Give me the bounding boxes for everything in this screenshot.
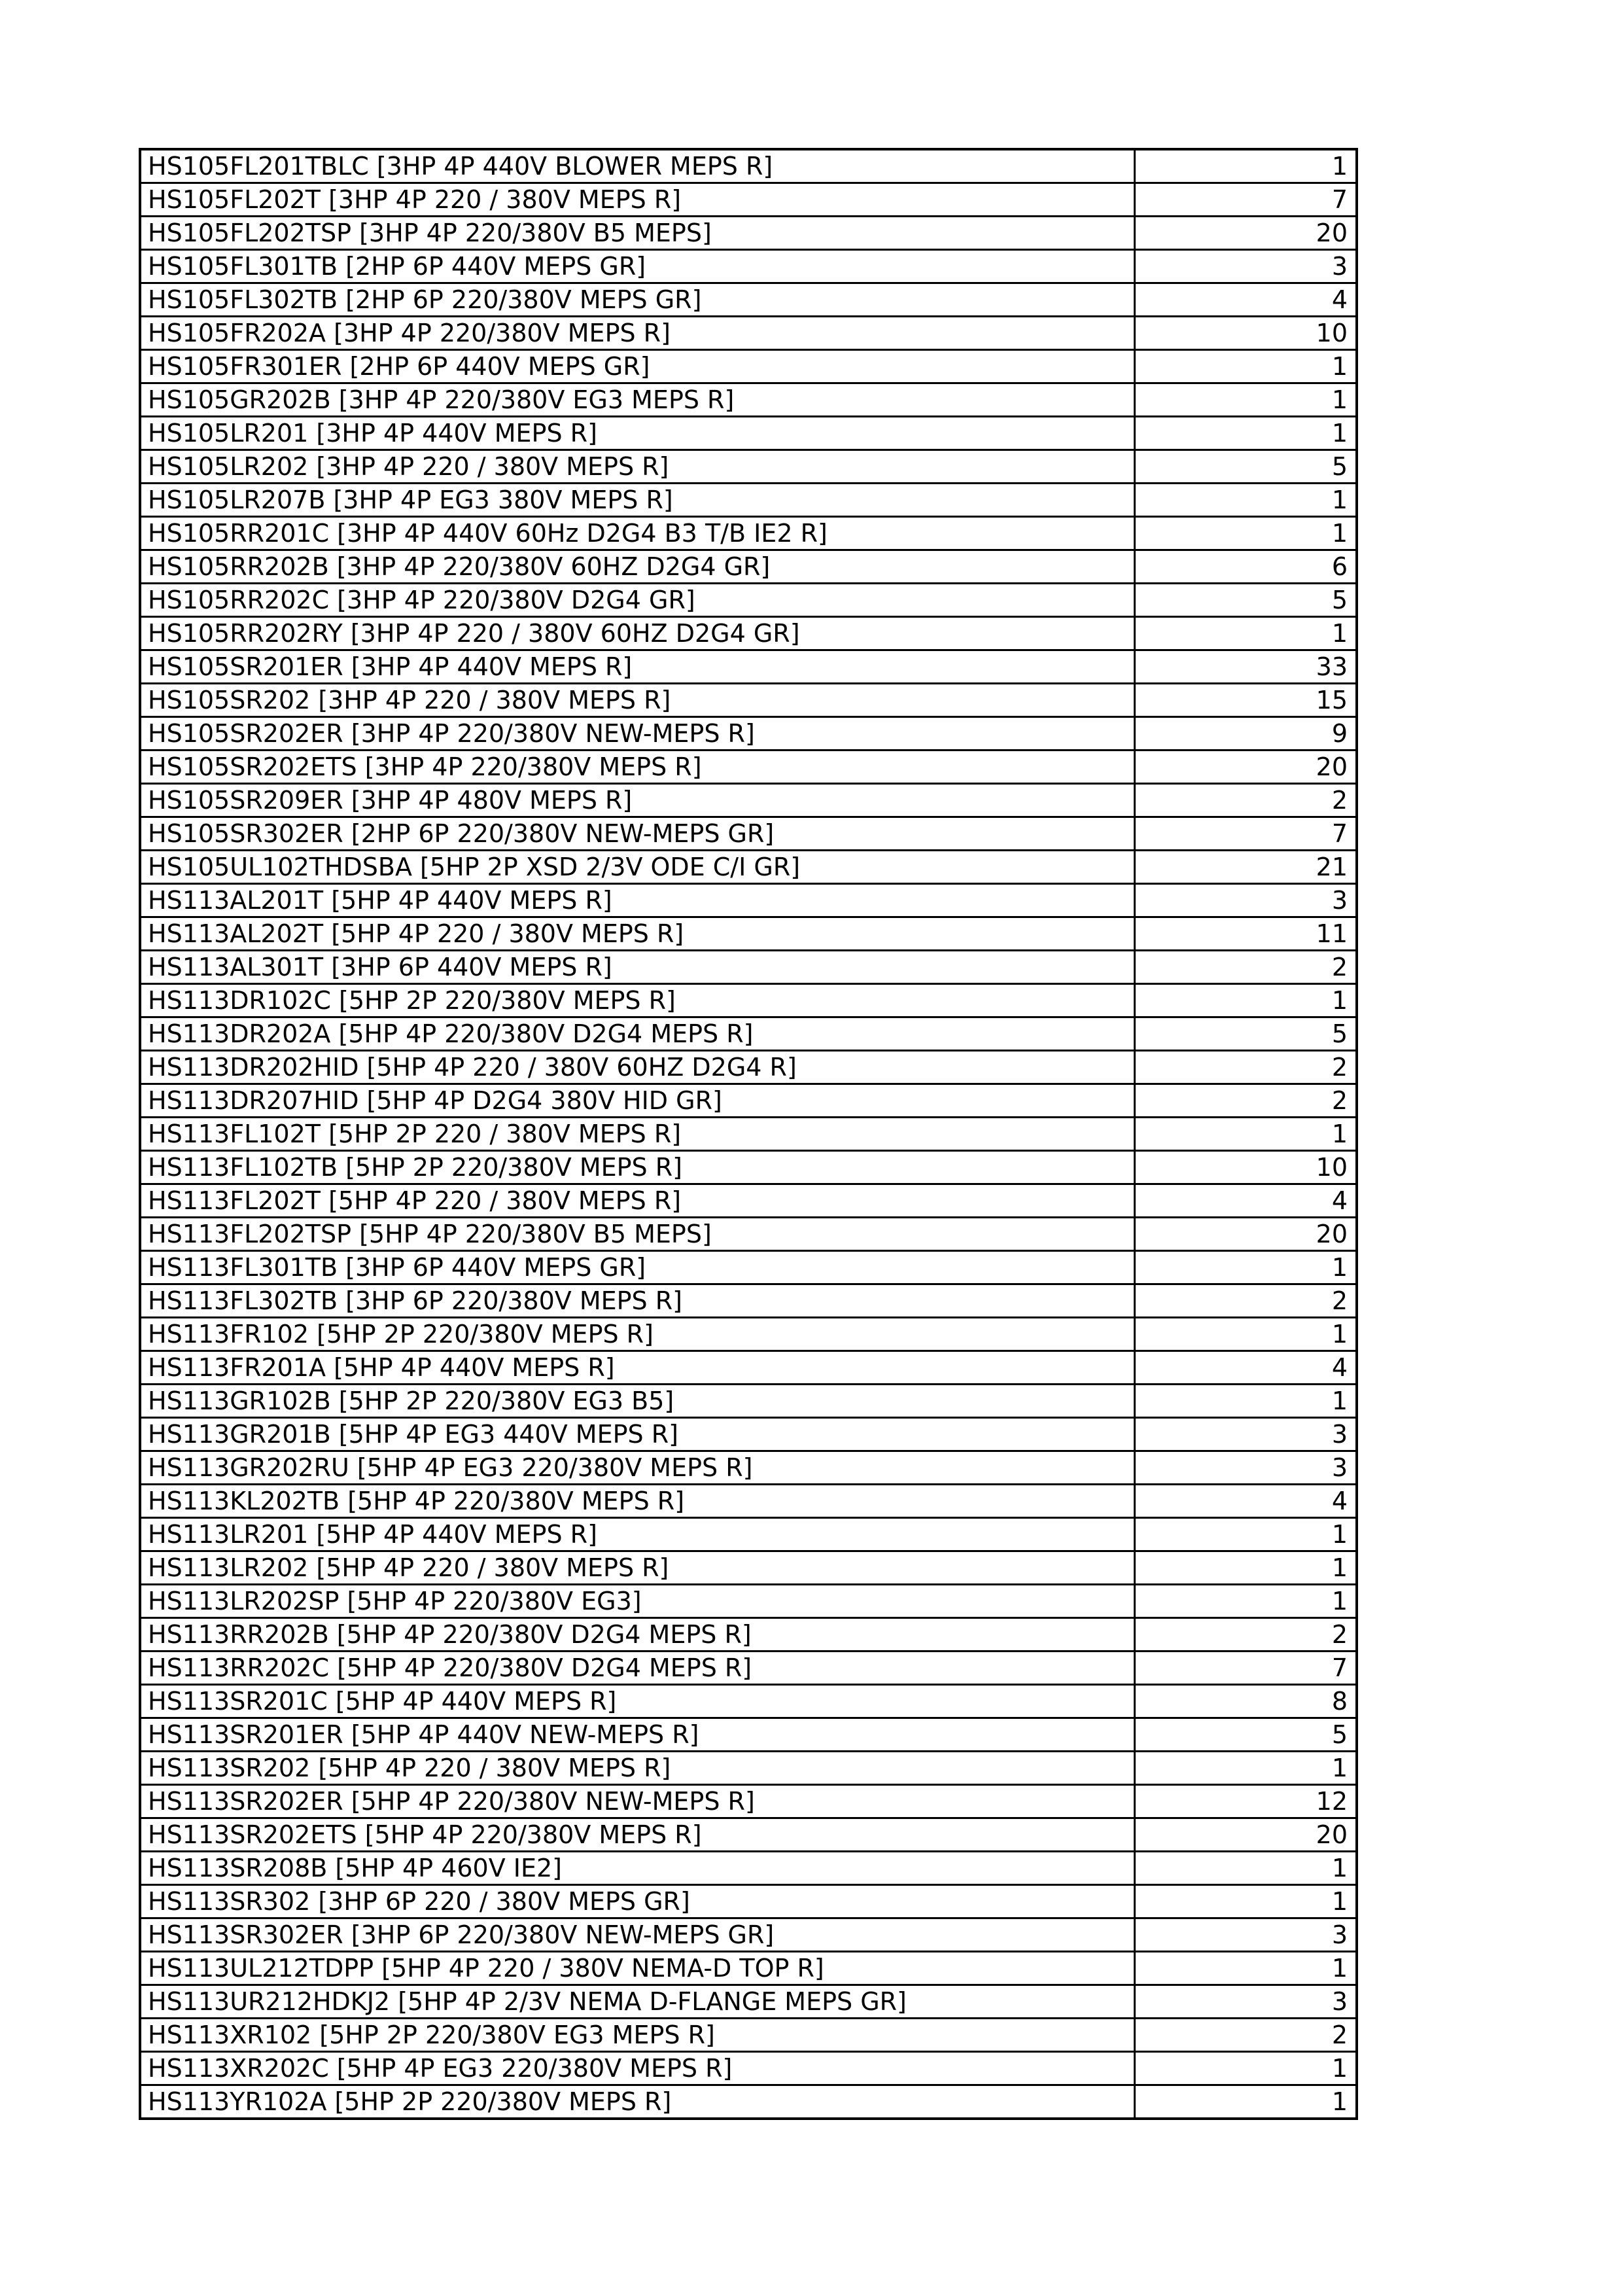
table-row bbox=[140, 884, 1357, 917]
inventory-table bbox=[139, 148, 1358, 2120]
item-quantity-cell: 7 bbox=[1134, 817, 1357, 851]
item-quantity-cell: 20 bbox=[1134, 1218, 1357, 1251]
item-quantity-cell: 1 bbox=[1134, 1318, 1357, 1351]
item-quantity-cell: 4 bbox=[1134, 1485, 1357, 1518]
item-description-cell: HS113YR102A [5HP 2P 220/380V MEPS R] bbox=[140, 2085, 1134, 2119]
item-description-cell: HS113DR102C [5HP 2P 220/380V MEPS R] bbox=[140, 984, 1134, 1017]
table-row bbox=[140, 1618, 1357, 1651]
table-row bbox=[140, 617, 1357, 650]
table-row bbox=[140, 1318, 1357, 1351]
item-quantity-cell: 4 bbox=[1134, 1184, 1357, 1218]
item-description-cell: HS113SR202 [5HP 4P 220 / 380V MEPS R] bbox=[140, 1752, 1134, 1785]
table-row bbox=[140, 1752, 1357, 1785]
item-description-cell: HS113LR202SP [5HP 4P 220/380V EG3] bbox=[140, 1585, 1134, 1618]
item-quantity-cell: 1 bbox=[1134, 417, 1357, 450]
table-row bbox=[140, 350, 1357, 383]
table-row bbox=[140, 1685, 1357, 1718]
table-row bbox=[140, 584, 1357, 617]
table-row bbox=[140, 817, 1357, 851]
table-row bbox=[140, 283, 1357, 317]
table-row bbox=[140, 751, 1357, 784]
item-description-cell: HS113RR202B [5HP 4P 220/380V D2G4 MEPS R] bbox=[140, 1618, 1134, 1651]
table-row bbox=[140, 2019, 1357, 2052]
item-quantity-cell: 2 bbox=[1134, 951, 1357, 984]
item-description-cell: HS113UR212HDKJ2 [5HP 4P 2/3V NEMA D-FLANGE MEPS GR] bbox=[140, 1985, 1134, 2019]
item-quantity-cell: 20 bbox=[1134, 217, 1357, 250]
table-row bbox=[140, 1885, 1357, 1918]
table-row bbox=[140, 1518, 1357, 1551]
item-quantity-cell: 15 bbox=[1134, 684, 1357, 717]
item-description-cell: HS113FL302TB [3HP 6P 220/380V MEPS R] bbox=[140, 1284, 1134, 1318]
item-quantity-cell: 6 bbox=[1134, 550, 1357, 584]
item-description-cell: HS105SR302ER [2HP 6P 220/380V NEW-MEPS GR] bbox=[140, 817, 1134, 851]
item-description-cell: HS113GR202RU [5HP 4P EG3 220/380V MEPS R] bbox=[140, 1451, 1134, 1485]
item-description-cell: HS105SR202 [3HP 4P 220 / 380V MEPS R] bbox=[140, 684, 1134, 717]
item-quantity-cell: 10 bbox=[1134, 317, 1357, 350]
item-quantity-cell: 1 bbox=[1134, 350, 1357, 383]
item-quantity-cell: 3 bbox=[1134, 1451, 1357, 1485]
item-quantity-cell: 1 bbox=[1134, 1952, 1357, 1985]
table-row bbox=[140, 1184, 1357, 1218]
table-row bbox=[140, 183, 1357, 217]
table-row bbox=[140, 1351, 1357, 1385]
table-row bbox=[140, 1985, 1357, 2019]
table-row bbox=[140, 1585, 1357, 1618]
item-quantity-cell: 2 bbox=[1134, 784, 1357, 817]
item-quantity-cell: 3 bbox=[1134, 1985, 1357, 2019]
item-quantity-cell: 3 bbox=[1134, 1918, 1357, 1952]
item-quantity-cell: 20 bbox=[1134, 751, 1357, 784]
table-row bbox=[140, 450, 1357, 484]
item-quantity-cell: 2 bbox=[1134, 1284, 1357, 1318]
item-quantity-cell: 11 bbox=[1134, 917, 1357, 951]
item-quantity-cell: 10 bbox=[1134, 1151, 1357, 1184]
item-quantity-cell: 2 bbox=[1134, 1084, 1357, 1118]
item-description-cell: HS105RR202C [3HP 4P 220/380V D2G4 GR] bbox=[140, 584, 1134, 617]
item-description-cell: HS113SR201C [5HP 4P 440V MEPS R] bbox=[140, 1685, 1134, 1718]
item-quantity-cell: 2 bbox=[1134, 2019, 1357, 2052]
table-row bbox=[140, 1151, 1357, 1184]
item-quantity-cell: 1 bbox=[1134, 149, 1357, 183]
item-quantity-cell: 7 bbox=[1134, 1651, 1357, 1685]
item-quantity-cell: 1 bbox=[1134, 984, 1357, 1017]
item-description-cell: HS113UL212TDPP [5HP 4P 220 / 380V NEMA-D TOP R] bbox=[140, 1952, 1134, 1985]
table-row bbox=[140, 250, 1357, 283]
table-row bbox=[140, 383, 1357, 417]
item-quantity-cell: 5 bbox=[1134, 1017, 1357, 1051]
table-row bbox=[140, 1651, 1357, 1685]
item-quantity-cell: 2 bbox=[1134, 1051, 1357, 1084]
item-description-cell: HS105SR209ER [3HP 4P 480V MEPS R] bbox=[140, 784, 1134, 817]
item-quantity-cell: 9 bbox=[1134, 717, 1357, 751]
item-description-cell: HS105FL201TBLC [3HP 4P 440V BLOWER MEPS R] bbox=[140, 149, 1134, 183]
table-row bbox=[140, 517, 1357, 550]
table-row bbox=[140, 917, 1357, 951]
table-row bbox=[140, 1017, 1357, 1051]
item-description-cell: HS113DR202A [5HP 4P 220/380V D2G4 MEPS R] bbox=[140, 1017, 1134, 1051]
item-quantity-cell: 1 bbox=[1134, 1752, 1357, 1785]
table-row bbox=[140, 417, 1357, 450]
item-quantity-cell: 1 bbox=[1134, 484, 1357, 517]
item-description-cell: HS113SR302ER [3HP 6P 220/380V NEW-MEPS GR] bbox=[140, 1918, 1134, 1952]
item-description-cell: HS113AL301T [3HP 6P 440V MEPS R] bbox=[140, 951, 1134, 984]
table-row bbox=[140, 1084, 1357, 1118]
item-quantity-cell: 1 bbox=[1134, 1585, 1357, 1618]
item-description-cell: HS105LR207B [3HP 4P EG3 380V MEPS R] bbox=[140, 484, 1134, 517]
item-description-cell: HS105LR201 [3HP 4P 440V MEPS R] bbox=[140, 417, 1134, 450]
table-row bbox=[140, 1952, 1357, 1985]
table-row bbox=[140, 1718, 1357, 1752]
table-row bbox=[140, 951, 1357, 984]
table-row bbox=[140, 1852, 1357, 1885]
item-quantity-cell: 1 bbox=[1134, 1885, 1357, 1918]
item-description-cell: HS113GR102B [5HP 2P 220/380V EG3 B5] bbox=[140, 1385, 1134, 1418]
item-quantity-cell: 3 bbox=[1134, 250, 1357, 283]
item-description-cell: HS113XR102 [5HP 2P 220/380V EG3 MEPS R] bbox=[140, 2019, 1134, 2052]
item-quantity-cell: 1 bbox=[1134, 517, 1357, 550]
item-description-cell: HS113AL201T [5HP 4P 440V MEPS R] bbox=[140, 884, 1134, 917]
table-row bbox=[140, 484, 1357, 517]
item-quantity-cell: 3 bbox=[1134, 1418, 1357, 1451]
item-quantity-cell: 4 bbox=[1134, 283, 1357, 317]
item-description-cell: HS113SR201ER [5HP 4P 440V NEW-MEPS R] bbox=[140, 1718, 1134, 1752]
item-quantity-cell: 1 bbox=[1134, 1852, 1357, 1885]
item-quantity-cell: 1 bbox=[1134, 617, 1357, 650]
item-quantity-cell: 5 bbox=[1134, 450, 1357, 484]
item-quantity-cell: 2 bbox=[1134, 1618, 1357, 1651]
table-row bbox=[140, 1918, 1357, 1952]
item-description-cell: HS113FL202T [5HP 4P 220 / 380V MEPS R] bbox=[140, 1184, 1134, 1218]
item-description-cell: HS105RR202B [3HP 4P 220/380V 60HZ D2G4 GR] bbox=[140, 550, 1134, 584]
table-row bbox=[140, 684, 1357, 717]
item-quantity-cell: 1 bbox=[1134, 1251, 1357, 1284]
table-row bbox=[140, 650, 1357, 684]
table-row bbox=[140, 1118, 1357, 1151]
table-row bbox=[140, 1818, 1357, 1852]
item-quantity-cell: 12 bbox=[1134, 1785, 1357, 1818]
item-description-cell: HS105SR202ER [3HP 4P 220/380V NEW-MEPS R] bbox=[140, 717, 1134, 751]
item-description-cell: HS105FL301TB [2HP 6P 440V MEPS GR] bbox=[140, 250, 1134, 283]
table-row bbox=[140, 1451, 1357, 1485]
table-row bbox=[140, 1051, 1357, 1084]
item-quantity-cell: 5 bbox=[1134, 1718, 1357, 1752]
table-row bbox=[140, 851, 1357, 884]
item-description-cell: HS113FL102T [5HP 2P 220 / 380V MEPS R] bbox=[140, 1118, 1134, 1151]
item-description-cell: HS113LR201 [5HP 4P 440V MEPS R] bbox=[140, 1518, 1134, 1551]
table-row bbox=[140, 1251, 1357, 1284]
item-description-cell: HS113DR207HID [5HP 4P D2G4 380V HID GR] bbox=[140, 1084, 1134, 1118]
table-row bbox=[140, 1551, 1357, 1585]
table-row bbox=[140, 1785, 1357, 1818]
item-quantity-cell: 4 bbox=[1134, 1351, 1357, 1385]
item-quantity-cell: 1 bbox=[1134, 2052, 1357, 2085]
item-description-cell: HS113FL202TSP [5HP 4P 220/380V B5 MEPS] bbox=[140, 1218, 1134, 1251]
table-row bbox=[140, 1418, 1357, 1451]
item-description-cell: HS105RR201C [3HP 4P 440V 60Hz D2G4 B3 T/B IE2 R] bbox=[140, 517, 1134, 550]
item-description-cell: HS113RR202C [5HP 4P 220/380V D2G4 MEPS R] bbox=[140, 1651, 1134, 1685]
item-description-cell: HS113FL301TB [3HP 6P 440V MEPS GR] bbox=[140, 1251, 1134, 1284]
item-description-cell: HS105FL202T [3HP 4P 220 / 380V MEPS R] bbox=[140, 183, 1134, 217]
item-description-cell: HS113KL202TB [5HP 4P 220/380V MEPS R] bbox=[140, 1485, 1134, 1518]
item-quantity-cell: 1 bbox=[1134, 1551, 1357, 1585]
item-quantity-cell: 1 bbox=[1134, 1118, 1357, 1151]
item-description-cell: HS113FL102TB [5HP 2P 220/380V MEPS R] bbox=[140, 1151, 1134, 1184]
table-row bbox=[140, 717, 1357, 751]
inventory-table-body bbox=[140, 149, 1357, 2119]
item-description-cell: HS105FR202A [3HP 4P 220/380V MEPS R] bbox=[140, 317, 1134, 350]
item-description-cell: HS113SR208B [5HP 4P 460V IE2] bbox=[140, 1852, 1134, 1885]
table-row bbox=[140, 550, 1357, 584]
item-description-cell: HS105RR202RY [3HP 4P 220 / 380V 60HZ D2G4 GR] bbox=[140, 617, 1134, 650]
table-row bbox=[140, 317, 1357, 350]
item-quantity-cell: 7 bbox=[1134, 183, 1357, 217]
item-quantity-cell: 8 bbox=[1134, 1685, 1357, 1718]
item-quantity-cell: 33 bbox=[1134, 650, 1357, 684]
item-description-cell: HS113FR201A [5HP 4P 440V MEPS R] bbox=[140, 1351, 1134, 1385]
item-description-cell: HS105UL102THDSBA [5HP 2P XSD 2/3V ODE C/I GR] bbox=[140, 851, 1134, 884]
item-quantity-cell: 1 bbox=[1134, 2085, 1357, 2119]
table-row bbox=[140, 149, 1357, 183]
item-quantity-cell: 3 bbox=[1134, 884, 1357, 917]
item-quantity-cell: 20 bbox=[1134, 1818, 1357, 1852]
item-description-cell: HS105SR201ER [3HP 4P 440V MEPS R] bbox=[140, 650, 1134, 684]
item-description-cell: HS113AL202T [5HP 4P 220 / 380V MEPS R] bbox=[140, 917, 1134, 951]
table-row bbox=[140, 784, 1357, 817]
table-row bbox=[140, 1218, 1357, 1251]
item-description-cell: HS113FR102 [5HP 2P 220/380V MEPS R] bbox=[140, 1318, 1134, 1351]
table-row bbox=[140, 2052, 1357, 2085]
item-quantity-cell: 1 bbox=[1134, 1385, 1357, 1418]
item-quantity-cell: 21 bbox=[1134, 851, 1357, 884]
table-row bbox=[140, 1284, 1357, 1318]
table-row bbox=[140, 1485, 1357, 1518]
item-description-cell: HS105SR202ETS [3HP 4P 220/380V MEPS R] bbox=[140, 751, 1134, 784]
table-row bbox=[140, 1385, 1357, 1418]
item-description-cell: HS105GR202B [3HP 4P 220/380V EG3 MEPS R] bbox=[140, 383, 1134, 417]
item-quantity-cell: 1 bbox=[1134, 383, 1357, 417]
item-description-cell: HS113LR202 [5HP 4P 220 / 380V MEPS R] bbox=[140, 1551, 1134, 1585]
item-description-cell: HS105FR301ER [2HP 6P 440V MEPS GR] bbox=[140, 350, 1134, 383]
item-quantity-cell: 5 bbox=[1134, 584, 1357, 617]
item-description-cell: HS113SR202ER [5HP 4P 220/380V NEW-MEPS R] bbox=[140, 1785, 1134, 1818]
table-row bbox=[140, 984, 1357, 1017]
item-description-cell: HS113GR201B [5HP 4P EG3 440V MEPS R] bbox=[140, 1418, 1134, 1451]
item-description-cell: HS113XR202C [5HP 4P EG3 220/380V MEPS R] bbox=[140, 2052, 1134, 2085]
table-row bbox=[140, 217, 1357, 250]
item-description-cell: HS105FL302TB [2HP 6P 220/380V MEPS GR] bbox=[140, 283, 1134, 317]
item-description-cell: HS113SR202ETS [5HP 4P 220/380V MEPS R] bbox=[140, 1818, 1134, 1852]
item-description-cell: HS105LR202 [3HP 4P 220 / 380V MEPS R] bbox=[140, 450, 1134, 484]
item-description-cell: HS113DR202HID [5HP 4P 220 / 380V 60HZ D2G4 R] bbox=[140, 1051, 1134, 1084]
item-description-cell: HS113SR302 [3HP 6P 220 / 380V MEPS GR] bbox=[140, 1885, 1134, 1918]
item-description-cell: HS105FL202TSP [3HP 4P 220/380V B5 MEPS] bbox=[140, 217, 1134, 250]
table-row bbox=[140, 2085, 1357, 2119]
item-quantity-cell: 1 bbox=[1134, 1518, 1357, 1551]
